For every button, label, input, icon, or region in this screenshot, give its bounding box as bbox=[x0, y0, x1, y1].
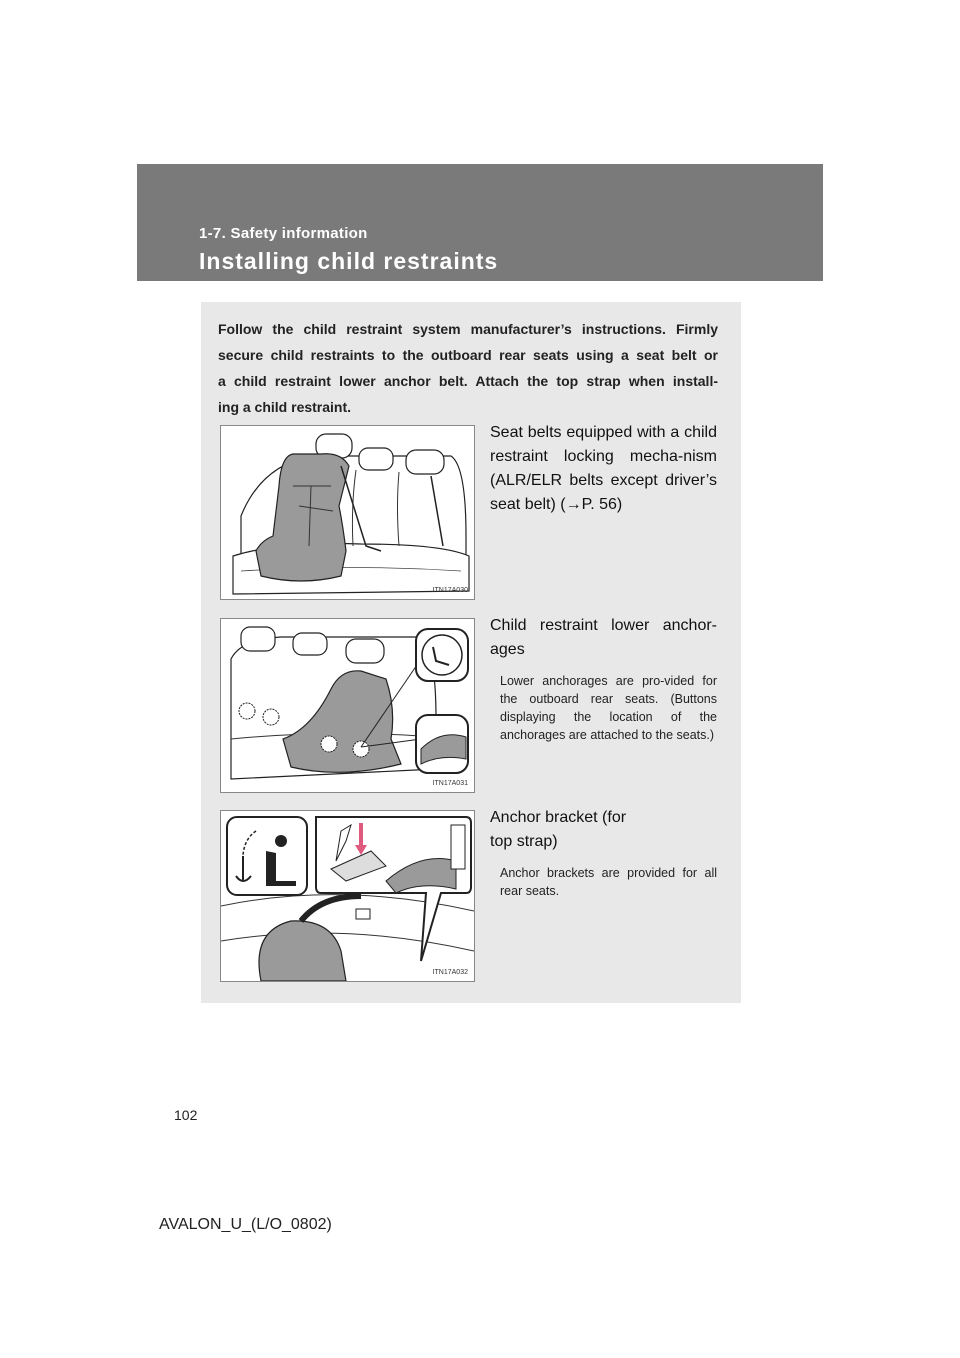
footer-doc-code: AVALON_U_(L/O_0802) bbox=[159, 1216, 332, 1233]
intro-line: ing a child restraint. bbox=[218, 399, 352, 415]
figure-anchor-bracket bbox=[220, 810, 475, 982]
lower-anchorage-illustration bbox=[221, 619, 474, 792]
intro-line: a child restraint lower anchor belt. Attach the top strap when install- bbox=[218, 373, 718, 389]
item-description: Anchor brackets are provided for all rear seats. bbox=[500, 866, 717, 898]
intro-text bbox=[218, 316, 718, 420]
figure-seatbelt-restraint bbox=[220, 425, 475, 600]
item-title: Seat belts equipped with a child restraint locking mecha-nism (ALR/ELR belts except driver’s seat belt) (→P. 56) bbox=[490, 424, 717, 513]
item-seatbelt-alr-elr bbox=[490, 421, 717, 517]
figure-code: ITN17A031 bbox=[432, 780, 468, 787]
item-description: Lower anchorages are pro-vided for the outboard rear seats. (Buttons displaying the location of the anchorages are attached to the seats.) bbox=[500, 674, 717, 742]
item-title: Anchor bracket (for top strap) bbox=[490, 809, 627, 850]
figure-code: ITN17A032 bbox=[432, 969, 468, 976]
item-anchor-bracket bbox=[490, 806, 717, 900]
intro-line: Follow the child restraint system manufacturer’s instructions. Firmly bbox=[218, 321, 718, 337]
intro-line: secure child restraints to the outboard rear seats using a seat belt or bbox=[218, 347, 718, 363]
item-lower-anchorages bbox=[490, 614, 717, 744]
rear-seat-illustration bbox=[221, 426, 474, 599]
figure-code: ITN17A030 bbox=[432, 587, 468, 594]
anchor-bracket-illustration bbox=[221, 811, 474, 981]
page-title: Installing child restraints bbox=[199, 248, 499, 274]
page-number: 102 bbox=[174, 1107, 198, 1123]
figure-lower-anchorages bbox=[220, 618, 475, 793]
section-label: 1-7. Safety information bbox=[199, 225, 368, 242]
item-title: Child restraint lower anchor-ages bbox=[490, 617, 717, 658]
